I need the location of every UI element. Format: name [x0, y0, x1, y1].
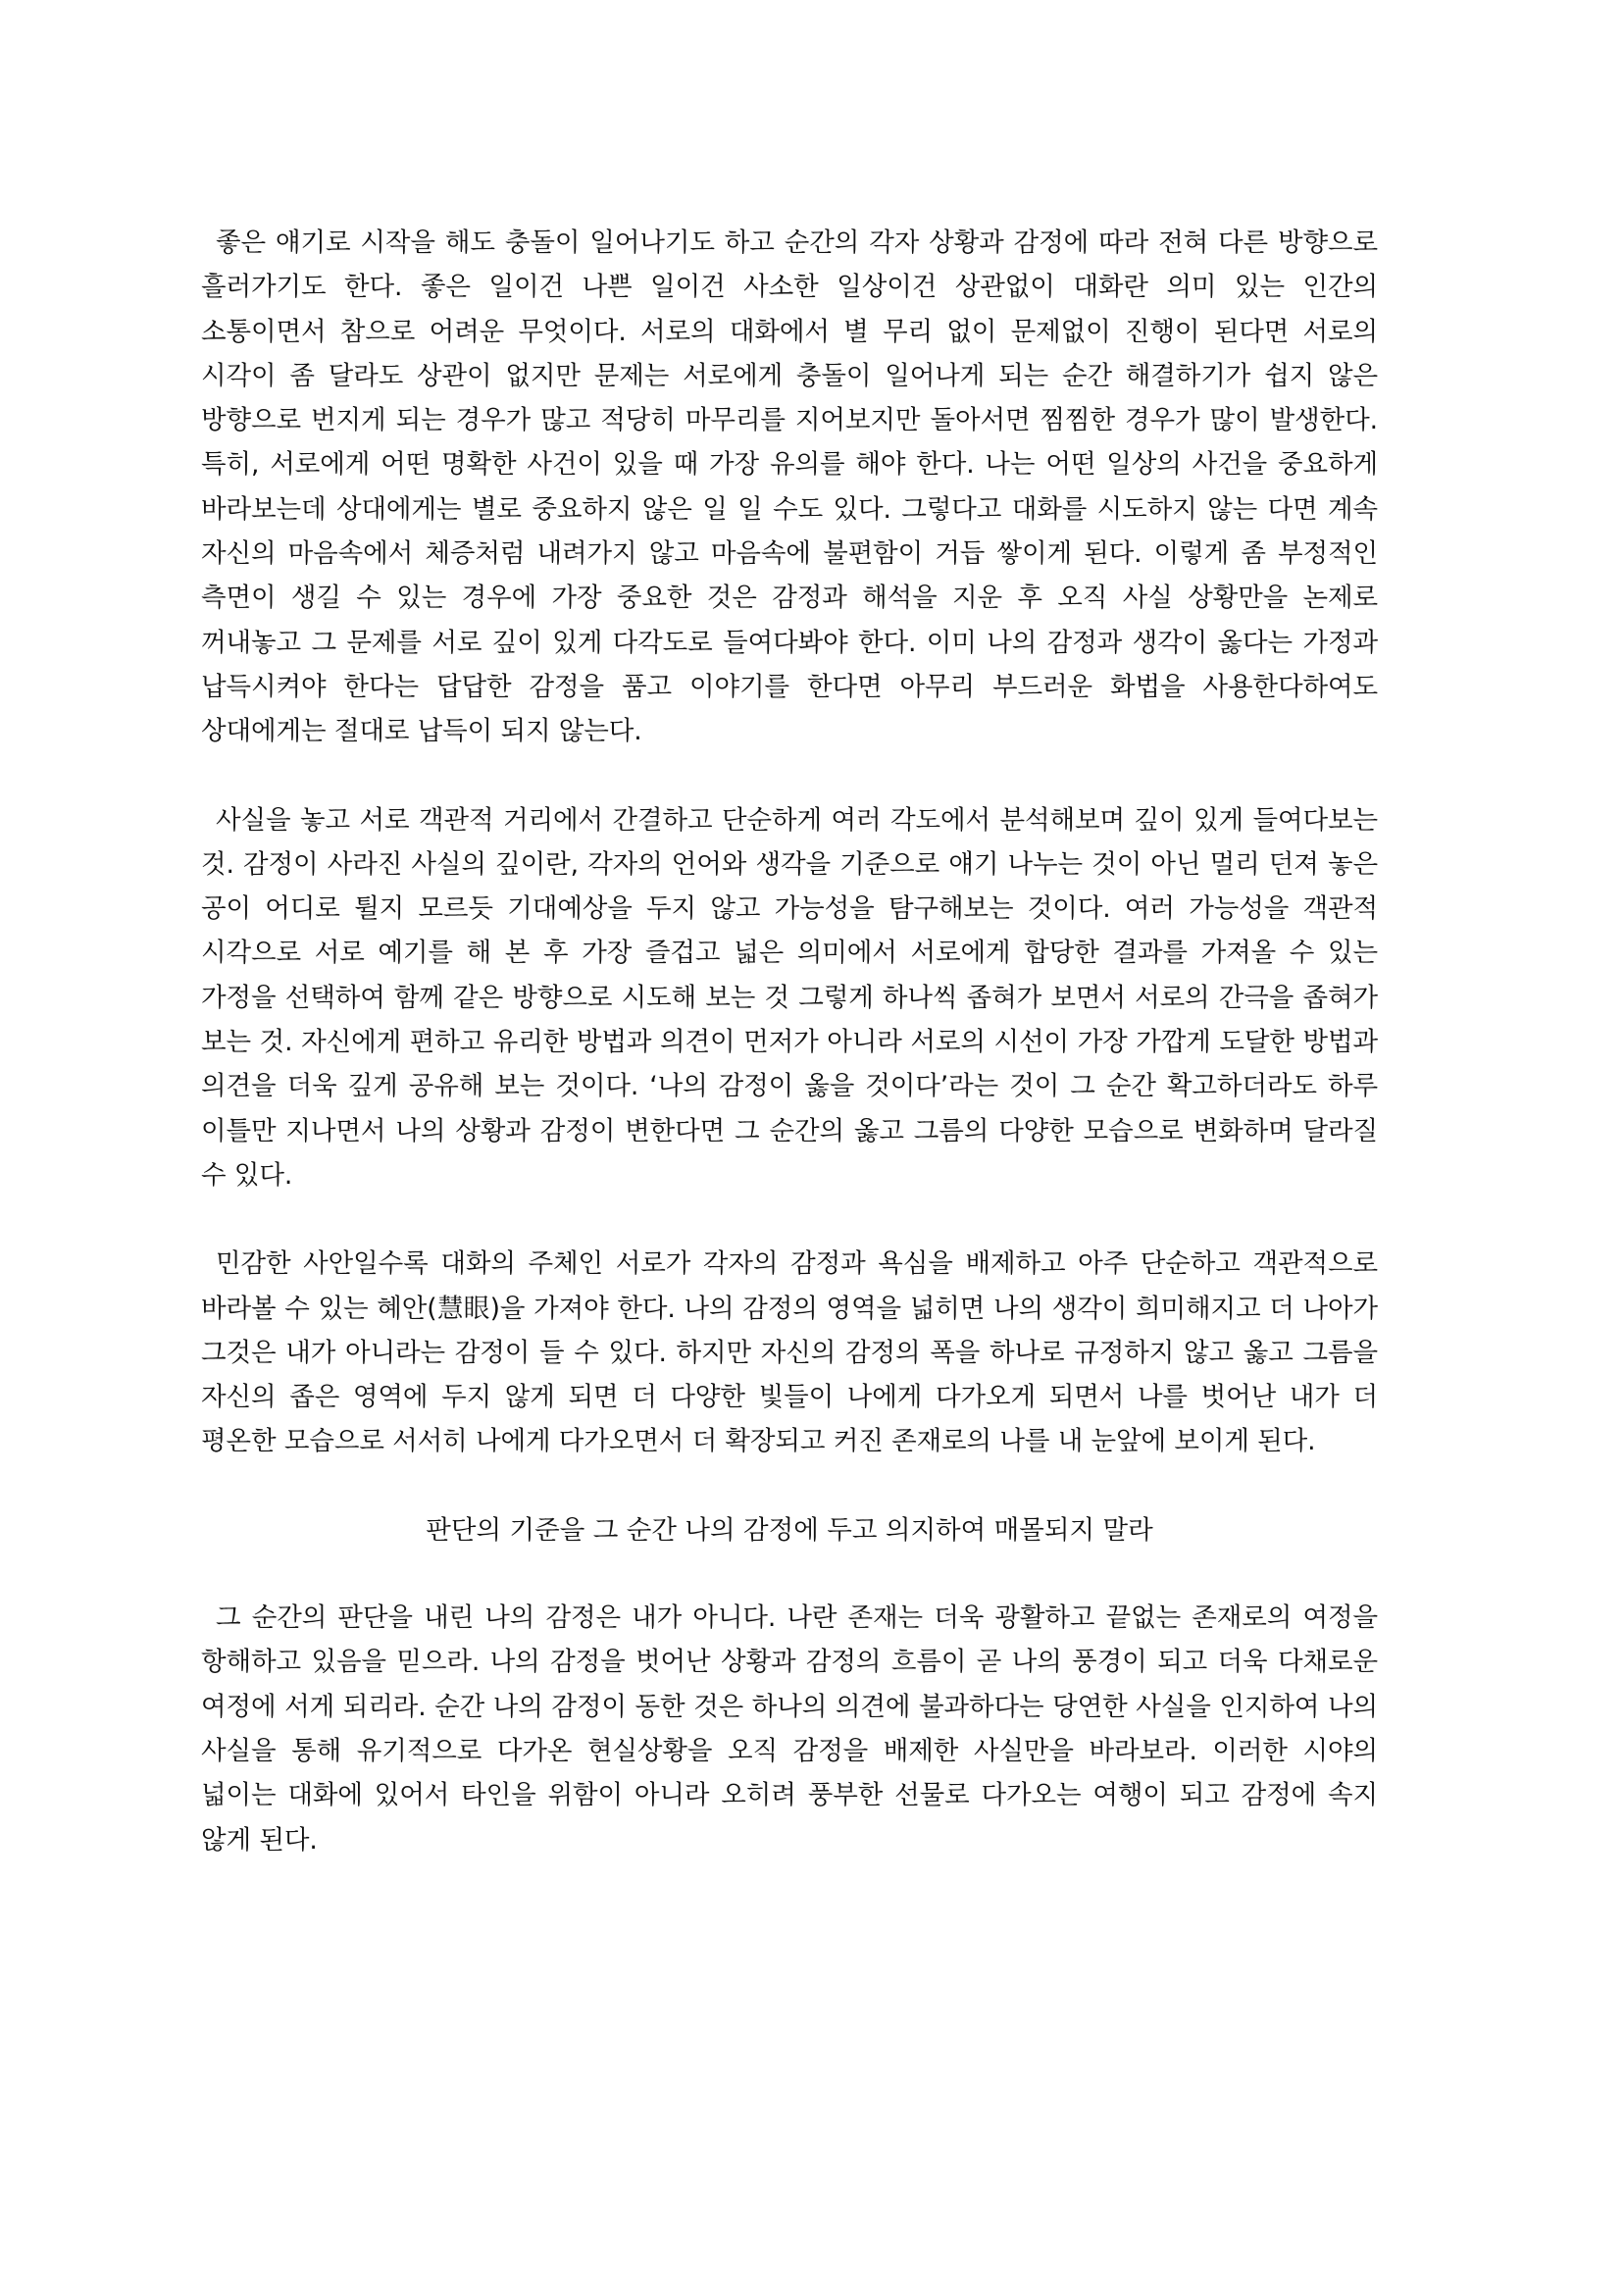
document-body: [201, 221, 1378, 1862]
closing-paragraph: 그 순간의 판단을 내린 나의 감정은 내가 아니다. 나란 존재는 더욱 광활하고 끝없는 존재로의 여정을 항해하고 있음을 믿으라. 나의 감정을 벗어난 상황과 감정의 흐름이 곧 나의 풍경이 되고 더욱 다채로운 여정에 서게 되리라. 순간 나의 감정이 동한 것은 하나의 의견에 불과하다는 당연한 사실을 인지하여 나의 사실을 통해 유기적으로 다가온 현실상황을 오직 감정을 배제한 사실만을 바라보라. 이러한 시야의 넓이는 대화에 있어서 타인을 위함이 아니라 오히려 풍부한 선물로 다가오는 여행이 되고 감정에 속지 않게 된다.: [201, 1602, 1378, 1856]
paragraph-3: 민감한 사안일수록 대화의 주체인 서로가 각자의 감정과 욕심을 배제하고 아주 단순하고 객관적으로 바라볼 수 있는 혜안(慧眼)을 가져야 한다. 나의 감정의 영역을 넓히면 나의 생각이 희미해지고 더 나아가 그것은 내가 아니라는 감정이 들 수 있다. 하지만 자신의 감정의 폭을 하나로 규정하지 않고 옳고 그름을 자신의 좁은 영역에 두지 않게 되면 더 다양한 빛들이 나에게 다가오게 되면서 나를 벗어난 내가 더 평온한 모습으로 서서히 나에게 다가오면서 더 확장되고 커진 존재로의 나를 내 눈앞에 보이게 된다.: [201, 1248, 1378, 1457]
section-heading: 판단의 기준을 그 순간 나의 감정에 두고 의지하여 매몰되지 말라: [426, 1514, 1153, 1546]
paragraph-1: 좋은 얘기로 시작을 해도 충돌이 일어나기도 하고 순간의 각자 상황과 감정에 따라 전혀 다른 방향으로 흘러가기도 한다. 좋은 일이건 나쁜 일이건 사소한 일상이건 상관없이 대화란 의미 있는 인간의 소통이면서 참으로 어려운 무엇이다. 서로의 대화에서 별 무리 없이 문제없이 진행이 된다면 서로의 시각이 좀 달라도 상관이 없지만 문제는 서로에게 충돌이 일어나게 되는 순간 해결하기가 쉽지 않은 방향으로 번지게 되는 경우가 많고 적당히 마무리를 지어보지만 돌아서면 찜찜한 경우가 많이 발생한다. 특히, 서로에게 어떤 명확한 사건이 있을 때 가장 유의를 해야 한다. 나는 어떤 일상의 사건을 중요하게 바라보는데 상대에게는 별로 중요하지 않은 일 일 수도 있다. 그렇다고 대화를 시도하지 않는 다면 계속 자신의 마음속에서 체증처럼 내려가지 않고 마음속에 불편함이 거듭 쌓이게 된다. 이렇게 좀 부정적인 측면이 생길 수 있는 경우에 가장 중요한 것은 감정과 해석을 지운 후 오직 사실 상황만을 논제로 꺼내놓고 그 문제를 서로 깊이 있게 다각도로 들여다봐야 한다. 이미 나의 감정과 생각이 옳다는 가정과 납득시켜야 한다는 답답한 감정을 품고 이야기를 한다면 아무리 부드러운 화법을 사용한다하여도 상대에게는 절대로 납득이 되지 않는다.: [201, 228, 1378, 747]
paragraph-2: 사실을 놓고 서로 객관적 거리에서 간결하고 단순하게 여러 각도에서 분석해보며 깊이 있게 들여다보는 것. 감정이 사라진 사실의 깊이란, 각자의 언어와 생각을 기준으로 얘기 나누는 것이 아닌 멀리 던져 놓은 공이 어디로 튈지 모르듯 기대예상을 두지 않고 가능성을 탐구해보는 것이다. 여러 가능성을 객관적 시각으로 서로 예기를 해 본 후 가장 즐겁고 넓은 의미에서 서로에게 합당한 결과를 가져올 수 있는 가정을 선택하여 함께 같은 방향으로 시도해 보는 것 그렇게 하나씩 좁혀가 보면서 서로의 간극을 좁혀가 보는 것. 자신에게 편하고 유리한 방법과 의견이 먼저가 아니라 서로의 시선이 가장 가깝게 도달한 방법과 의견을 더욱 깊게 공유해 보는 것이다. ‘나의 감정이 옳을 것이다’라는 것이 그 순간 확고하더라도 하루 이틀만 지나면서 나의 상황과 감정이 변한다면 그 순간의 옳고 그름의 다양한 모습으로 변화하며 달라질 수 있다.: [201, 804, 1378, 1191]
